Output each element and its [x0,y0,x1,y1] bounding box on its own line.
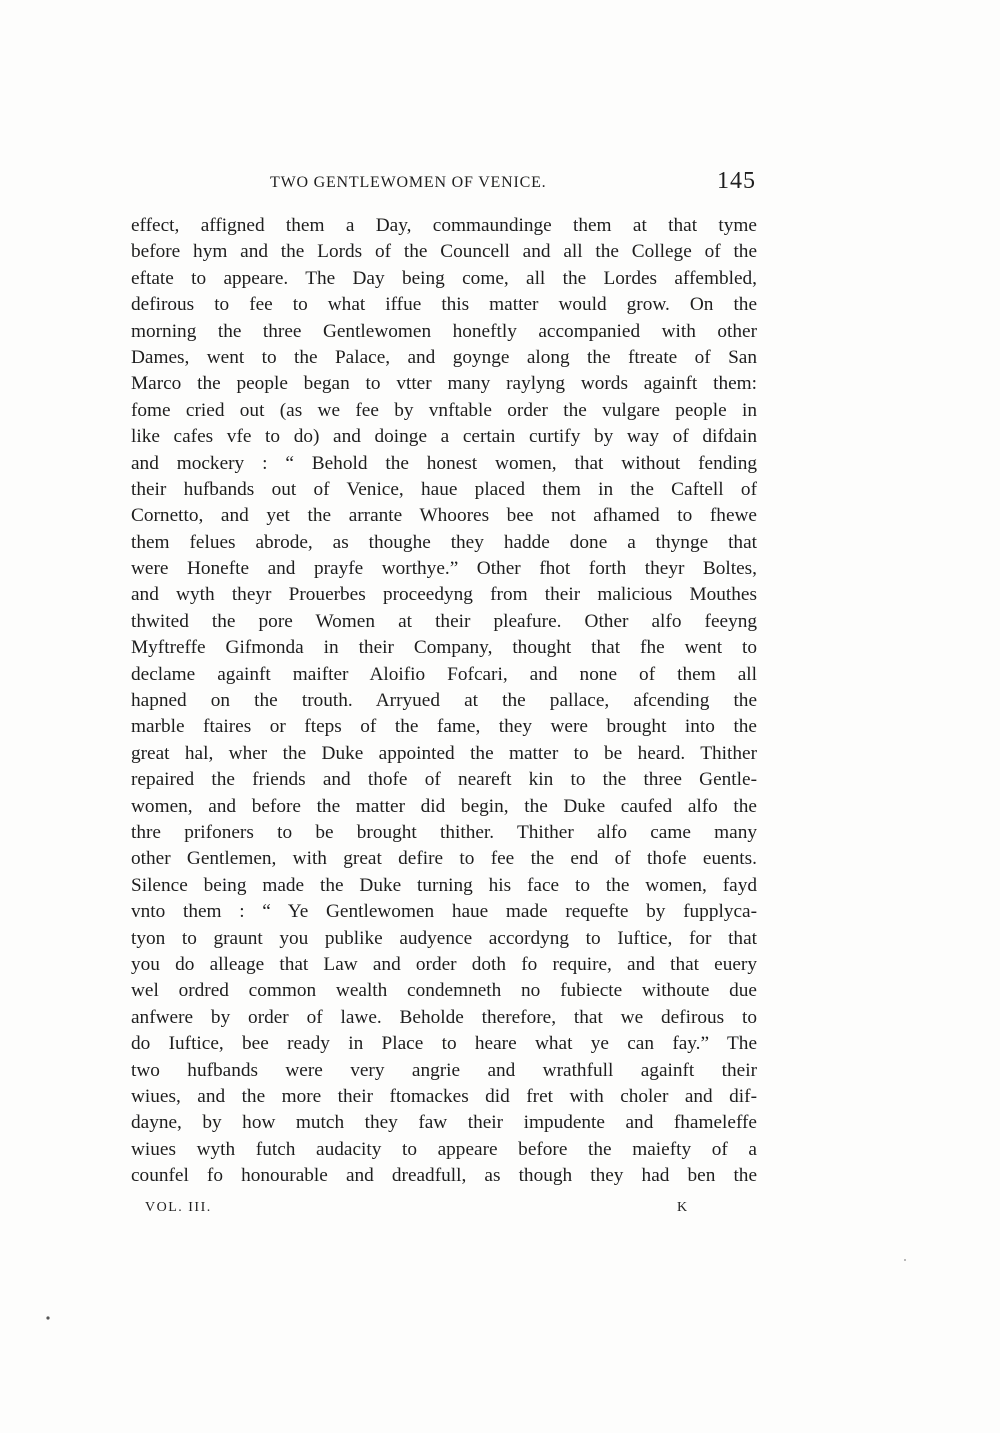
text-line: their hufbands out of Venice, haue placed them in the Caftell of [131,478,757,500]
ink-speck [904,1259,906,1261]
text-line: thre prifoners to be brought thither. Thither alfo came many [131,821,757,843]
footer-signature-line [145,1200,705,1226]
text-line: you do alleage that Law and order doth fo require, and that euery [131,953,757,975]
text-line: do Iuftice, bee ready in Place to heare what ye can fay.” The [131,1033,757,1055]
text-line: repaired the friends and thofe of neareft kin to the three Gentle- [131,769,757,791]
text-line: them felues abrode, as thoughe they hadde done a thynge that [131,531,757,553]
running-head [130,168,756,198]
text-line: were Honefte and prayfe worthye.” Other fhot forth theyr Boltes, [131,558,757,580]
text-line: hapned on the trouth. Arryued at the pallace, afcending the [131,690,757,712]
text-line: morning the three Gentlewomen honeftly accompanied with other [131,320,757,342]
text-line: other Gentlemen, with great defire to fee the end of thofe euents. [131,848,757,870]
text-line: Dames, went to the Palace, and goynge along the ftreate of San [131,346,757,368]
text-line: marble ftaires or fteps of the fame, they were brought into the [131,716,757,738]
text-line: wiues wyth futch audacity to appeare before the maiefty of a [131,1138,757,1160]
text-line: anfwere by order of lawe. Beholde therefore, that we defirous to [131,1006,757,1028]
text-line: wel ordred common wealth condemneth no fubiecte withoute due [131,980,757,1002]
text-line: women, and before the matter did begin, the Duke caufed alfo the [131,795,757,817]
text-line: Marco the people began to vtter many raylyng words againft them: [131,373,757,395]
text-line: and mockery : “ Behold the honest women, that without fending [131,452,757,474]
text-line: Silence being made the Duke turning his face to the women, fayd [131,874,757,896]
text-line: wiues, and the more their ftomackes did fret with choler and dif- [131,1085,757,1107]
text-line: eftate to appeare. The Day being come, all the Lordes affembled, [131,267,757,289]
running-title: TWO GENTLEWOMEN OF VENICE. [270,174,547,191]
signature-mark: K [677,1200,689,1215]
text-line: great hal, wher the Duke appointed the matter to be heard. Thither [131,742,757,764]
text-line: Myftreffe Gifmonda in their Company, thought that fhe went to [131,637,757,659]
ink-speck [46,1316,49,1319]
text-line: fome cried out (as we fee by vnftable order the vulgare people in [131,399,757,421]
page-number: 145 [717,168,756,194]
text-line: counfel fo honourable and dreadfull, as though they had ben the [131,1165,757,1187]
text-line: before hym and the Lords of the Councell and all the College of the [131,241,757,263]
text-line: effect, affigned them a Day, commaundinge them at that tyme [131,215,757,236]
text-line: thwited the pore Women at their pleafure. Other alfo feeyng [131,610,757,632]
text-line: dayne, by how mutch they faw their impudente and fhameleffe [131,1112,757,1134]
text-line: and wyth theyr Prouerbes proceedyng from their malicious Mouthes [131,584,757,606]
volume-label: VOL. III. [145,1200,212,1215]
body-text [131,213,757,1203]
text-line: Cornetto, and yet the arrante Whoores bee not afhamed to fhewe [131,505,757,527]
text-line: vnto them : “ Ye Gentlewomen haue made requefte by fupplyca- [131,901,757,923]
text-line: declame againft maifter Aloifio Fofcari, and none of them all [131,663,757,685]
text-line: defirous to fee to what iffue this matter would grow. On the [131,294,757,316]
text-line: two hufbands were very angrie and wrathfull againft their [131,1059,757,1081]
text-line: tyon to graunt you publike audyence accordyng to Iuftice, for that [131,927,757,949]
text-line: like cafes vfe to do) and doinge a certain curtify by way of difdain [131,426,757,448]
